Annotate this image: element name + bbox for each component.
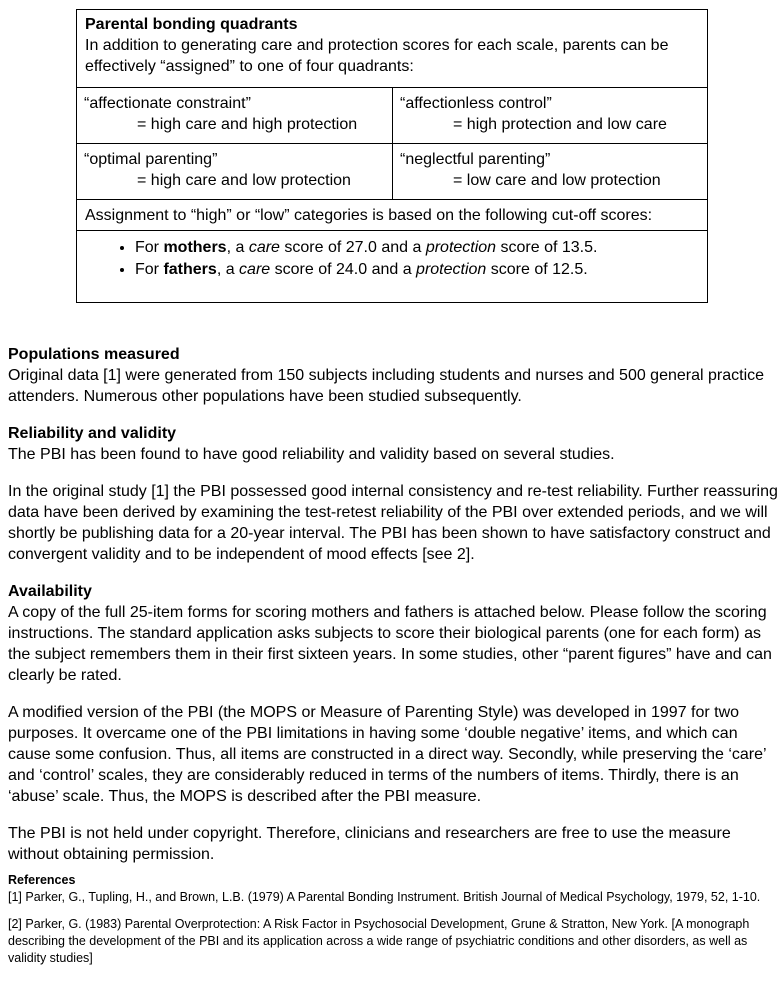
reference-item: [2] Parker, G. (1983) Parental Overprotection: A Risk Factor in Psychosocial Development, Grune & Stratton, New York. [A monograph describing the development of the PBI and its application across a wide range of psychiatric conditions and other disorders, as well as validity studies] — [8, 917, 750, 965]
text-span: score of 27.0 and a — [279, 239, 426, 256]
cutoff-list — [85, 237, 699, 281]
quadrant-cell — [393, 88, 707, 143]
care-term: care — [248, 239, 280, 256]
quadrant-desc: = low care and low protection — [453, 172, 661, 189]
text-span: For — [135, 261, 164, 278]
quadrant-row-2 — [77, 143, 707, 199]
text-span: , a — [216, 261, 240, 278]
list-item — [135, 237, 699, 259]
text-span: score of 24.0 and a — [270, 261, 417, 278]
quadrant-name: “affectionless control” — [400, 95, 552, 112]
text-span: , a — [226, 239, 249, 256]
list-item — [135, 259, 699, 281]
availability-text-3: The PBI is not held under copyright. Therefore, clinicians and researchers are free to use the measure without obtaining permission. — [8, 825, 731, 863]
quadrant-desc: = high care and low protection — [137, 172, 351, 189]
parent-label: mothers — [163, 239, 227, 256]
quadrants-intro-text: In addition to generating care and protection scores for each scale, parents can be effectively “assigned” to one of four quadrants: — [85, 37, 669, 75]
text-span: score of 12.5. — [486, 261, 588, 278]
quadrants-box — [76, 9, 708, 303]
quadrant-name: “neglectful parenting” — [400, 151, 551, 168]
protection-term: protection — [425, 239, 497, 256]
quadrant-desc: = high protection and low care — [453, 116, 667, 133]
availability-heading: Availability — [8, 583, 92, 600]
references-heading: References — [8, 873, 76, 887]
quadrants-title: Parental bonding quadrants — [85, 16, 298, 33]
quadrant-cell — [77, 144, 393, 199]
cutoff-text: Assignment to “high” or “low” categories is based on the following cut-off scores: — [77, 199, 707, 230]
reliability-text-1: The PBI has been found to have good reliability and validity based on several studies. — [8, 446, 615, 463]
availability-text-2: A modified version of the PBI (the MOPS or Measure of Parenting Style) was developed in 1997 for two purposes. It overcame one of the PBI limitations in having some ‘double negative’ items, and which can cause some confusion. Thus, all items are constructed in a direct way. Secondly, while preserving the ‘care’ and ‘control’ scales, they are considerably reduced in terms of the numbers of items. Thirdly, there is an ‘abuse’ scale. Thus, the MOPS is described after the PBI measure. — [8, 704, 766, 805]
references — [8, 872, 778, 967]
reliability-heading: Reliability and validity — [8, 425, 177, 442]
populations-heading: Populations measured — [8, 346, 180, 363]
parent-label: fathers — [163, 261, 217, 278]
quadrant-name: “affectionate constraint” — [84, 95, 251, 112]
cutoff-bullets — [77, 230, 707, 302]
text-span: score of 13.5. — [496, 239, 598, 256]
quadrant-cell — [393, 144, 707, 199]
quadrant-desc: = high care and high protection — [137, 116, 358, 133]
availability-text-1: A copy of the full 25-item forms for scoring mothers and fathers is attached below. Please follow the scoring instructions. The standard application asks subjects to score their biological parents (one for each form) as the subject remembers them in their first sixteen years. In some studies, other “parent figures” have and can clearly be rated. — [8, 604, 772, 684]
text-span: For — [135, 239, 164, 256]
quadrant-name: “optimal parenting” — [84, 151, 218, 168]
protection-term: protection — [416, 261, 487, 278]
main-content — [8, 344, 778, 865]
reliability-text-2: In the original study [1] the PBI possessed good internal consistency and re-test reliability. Further reassuring data have been derived by examining the test-retest reliability of the PBI over extended periods, and we will shortly be publishing data for a 20-year interval. The PBI has been shown to have satisfactory construct and convergent validity and to be independent of mood effects [see 2]. — [8, 483, 778, 563]
quadrant-row-1 — [77, 87, 707, 143]
quadrant-cell — [77, 88, 393, 143]
reference-item: [1] Parker, G., Tupling, H., and Brown, L.B. (1979) A Parental Bonding Instrument. British Journal of Medical Psychology, 1979, 52, 1-10. — [8, 890, 761, 904]
populations-text: Original data [1] were generated from 150 subjects including students and nurses and 500 general practice attenders. Numerous other populations have been studied subsequently. — [8, 367, 765, 405]
quadrants-intro — [77, 10, 707, 87]
care-term: care — [239, 261, 271, 278]
